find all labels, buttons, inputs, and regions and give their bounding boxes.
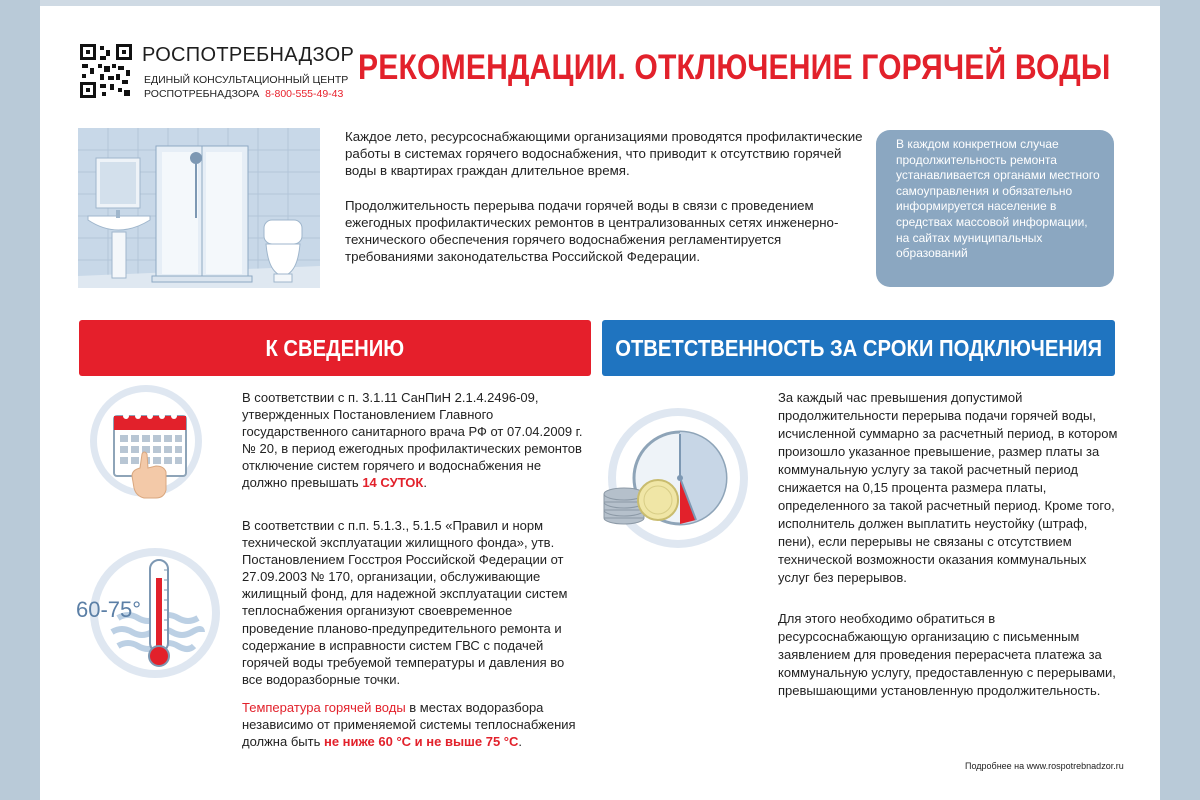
consult-center: [144, 73, 348, 101]
recalculation-paragraph: Для этого необходимо обратиться в ресурсоснабжающую организацию с письменным заявлением для проведения перерасчета платежа за коммунальную услугу, предоставленную с перерывами, превышающими установленную продолжительность.: [778, 611, 1116, 698]
penalty-paragraph: За каждый час превышения допустимой продолжительности перерыва подачи горячей воды, исчисленной суммарно за расчетный период, в котором произошло указанное превышение, размер платы за коммунальную услугу за такой расчетный период снижается на 0,15 процента размера платы, определенного за такой расчетный период. Кроме того, исполнитель должен выплатить неустойку (штраф, пени), если перерывы не связаны с отсутствием технической возможности оказания коммунальных услуг без перерывов.: [778, 390, 1118, 585]
temperature-paragraph: [242, 699, 587, 750]
coins-icon: [602, 476, 682, 526]
calendar-icon: [112, 410, 194, 502]
section-right-header: [602, 320, 1115, 376]
bathroom-illustration: [78, 128, 320, 288]
section-left-header: [79, 320, 591, 376]
intro: [345, 128, 865, 265]
qr-code-icon: [80, 44, 132, 98]
section-left-title: К СВЕДЕНИЮ: [265, 334, 405, 361]
max-days-highlight: 14 СУТОК: [362, 475, 424, 491]
consult-center-line1: ЕДИНЫЙ КОНСУЛЬТАЦИОННЫЙ ЦЕНТР: [144, 74, 349, 86]
temperature-range-label: 60-75°: [76, 597, 142, 622]
temperature-highlight: Температура горячей воды: [242, 700, 406, 715]
org-name: РОСПОТРЕБНАДЗОР: [142, 44, 355, 66]
page-title: РЕКОМЕНДАЦИИ. ОТКЛЮЧЕНИЕ ГОРЯЧЕЙ ВОДЫ: [358, 48, 1111, 87]
sanpin-paragraph: [242, 389, 587, 492]
poster: [40, 0, 1160, 800]
section-right-title: ОТВЕТСТВЕННОСТЬ ЗА СРОКИ ПОДКЛЮЧЕНИЯ: [615, 334, 1102, 361]
temperature-text: в местах водоразбора независимо от применяемой системы теплоснабжения должна быть: [242, 700, 576, 750]
thermometer-icon: [144, 558, 174, 670]
hotline-phone: 8-800-555-49-43: [265, 88, 344, 100]
sanpin-text: В соответствии с п. 3.1.11 СанПиН 2.1.4.2496-09, утвержденных Постановлением Главного государственного санитарного врача РФ от 07.04.2009 г. № 20, в период ежегодных профилактических ремонтов отключение систем горячего и водоснабжения не должно превышать: [242, 390, 583, 491]
temperature-limits: не ниже 60 °С и не выше 75 °С: [323, 734, 519, 750]
sanpin-end: .: [423, 475, 427, 491]
consult-center-line2: РОСПОТРЕБНАДЗОРА: [144, 88, 260, 100]
maintenance-rules-paragraph: В соответствии с п.п. 5.1.3., 5.1.5 «Правил и норм технической эксплуатации жилищного фонда», утв. Постановлением Госстроя Российской Федерации от 27.09.2003 № 170, организации, обслуживающие жилищный фонд, для надежной эксплуатации систем теплоснабжения организуют своевременное проведение планово-предупредительного ремонта и содержание в исправности систем ГВС с подачей горячей воды требуемой температуры и давления во все водоразборные точки.: [242, 518, 568, 687]
intro-paragraph-1: Каждое лето, ресурсоснабжающими организациями проводятся профилактические работы в системах горячего водоснабжения, что приводит к отсутствию горячей воды в квартирах граждан длительное время.: [345, 129, 863, 178]
temperature-end: .: [518, 734, 523, 750]
footer-website: Подробнее на www.rospotrebnadzor.ru: [965, 761, 1124, 771]
intro-paragraph-2: Продолжительность перерыва подачи горячей воды в связи с проведением ежегодных профилактических ремонтов в централизованных сетях инженерно-технического обеспечения горячего водоснабжения регламентируется требованиями законодательства Российской Федерации.: [345, 198, 839, 264]
info-note: В каждом конкретном случае продолжительность ремонта устанавливается органами местного самоуправления и обязательно информируется население в средствах массовой информации, на сайтах муниципальных образований: [876, 130, 1114, 287]
